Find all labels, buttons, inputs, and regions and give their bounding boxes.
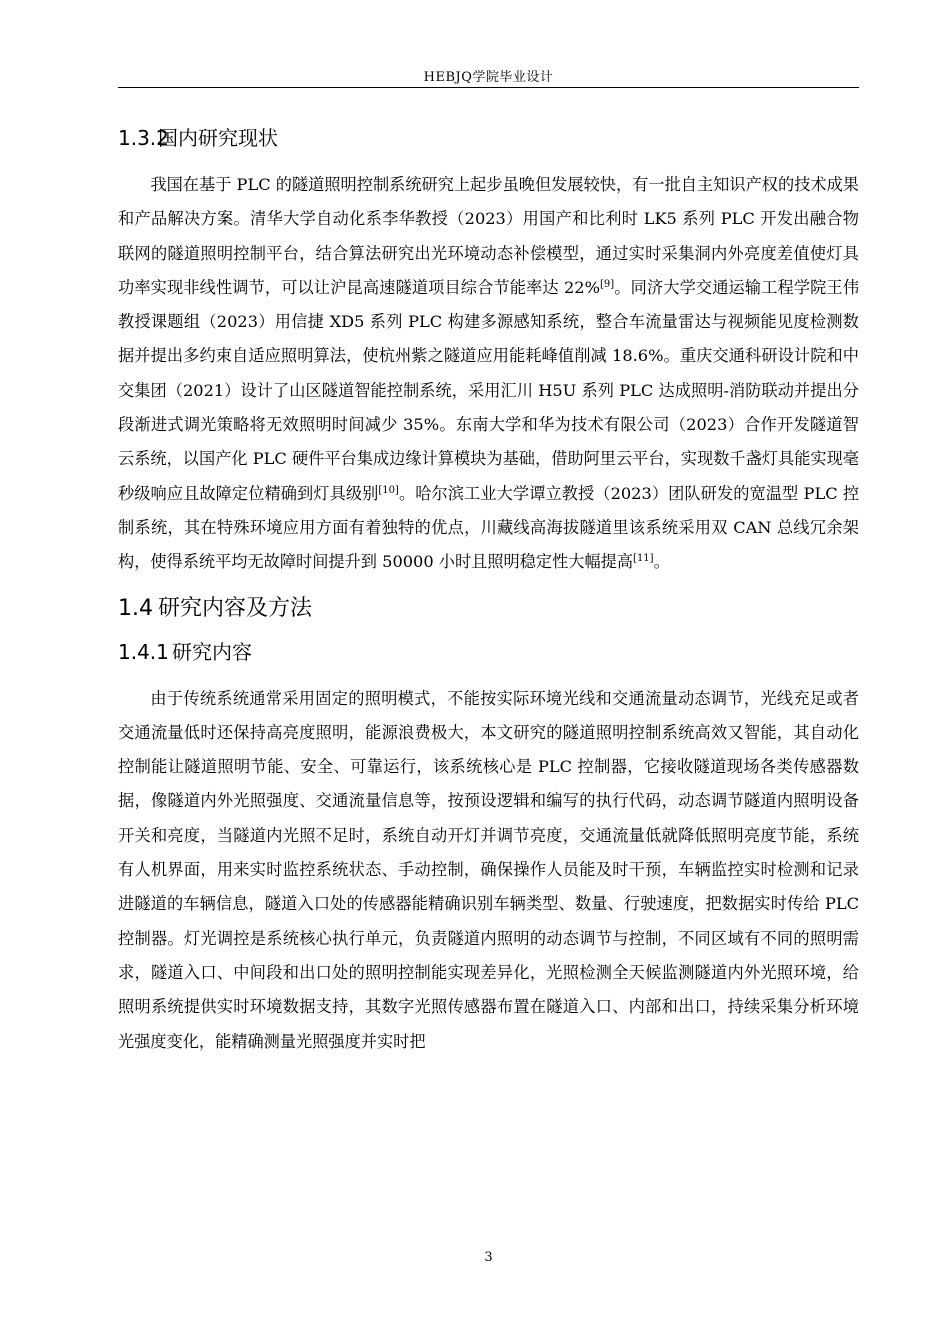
- citation: [11]: [633, 553, 654, 565]
- paragraph-text: 。同济大学交通运输工程学院王伟教授课题组（2023）用信捷 XD5 系列 PLC 构建多源感知系统，整合车流量雷达与视频能见度检测数据并提出多约束自适应照明算法，使杭州紫之隧道应用能耗峰值削减 18.6%。重庆交通科研设计院和中交集团（2021）设计了山区隧道智能控制系统，采用汇川 H5U 系列 PLC 达成照明-消防联动并提出分段渐进式调光策略将无效照明时间减少 35%。东南大学和华为技术有限公司（2023）合作开发隧道智云系统，以国产化 PLC 硬件平台集成边缘计算模块为基础，借助阿里云平台，实现数千盏灯具能实现毫秒级响应且故障定位精确到灯具级别: [118, 277, 860, 503]
- section-number: 1.3.2: [118, 126, 169, 150]
- paragraph-domestic-research: [118, 168, 859, 580]
- citation: [9]: [599, 278, 615, 290]
- paragraph-text: 。哈尔滨工业大学谭立教授（2023）团队研发的宽温型 PLC 控制系统，其在特殊环境应用方面有着独特的优点，川藏线高海拔隧道里该系统采用双 CAN 总线冗余架构，使得系统平均无故障时间提升到 50000 小时且照明稳定性大幅提高: [118, 483, 860, 572]
- page-header: HEBJQ学院毕业设计: [423, 70, 554, 85]
- section-number: 1.4: [118, 595, 153, 621]
- header-rule: [118, 87, 859, 88]
- paragraph-text: 。: [653, 552, 670, 572]
- section-heading-1-3-2: [118, 124, 859, 152]
- section-title: 研究内容及方法: [158, 595, 313, 621]
- section-heading-1-4: [118, 594, 859, 624]
- paragraph-text: 我国在基于 PLC 的隧道照明控制系统研究上起步虽晚但发展较快，有一批自主知识产权的技术成果和产品解决方案。清华大学自动化系李华教授（2023）用国产和比利时 LK5 系列 PLC 开发出融合物联网的隧道照明控制平台，结合算法研究出光环境动态补偿模型，通过实时采集洞内外亮度差值使灯具功率实现非线性调节，可以让沪昆高速隧道项目综合节能率达 22%: [118, 175, 859, 297]
- section-title: 研究内容: [172, 639, 252, 664]
- page-content: [118, 116, 859, 1059]
- citation: [10]: [378, 484, 399, 496]
- paragraph-research-content: 由于传统系统通常采用固定的照明模式，不能按实际环境光线和交通流量动态调节，光线充足或者交通流量低时还保持高亮度照明，能源浪费极大，本文研究的隧道照明控制系统高效又智能，其自动化控制能让隧道照明节能、安全、可靠运行，该系统核心是 PLC 控制器，它接收隧道现场各类传感器数据，像隧道内外光照强度、交通流量信息等，按预设逻辑和编写的执行代码，动态调节隧道内照明设备开关和亮度，当隧道内光照不足时，系统自动开灯并调节亮度，交通流量低就降低照明亮度节能，系统有人机界面，用来实时监控系统状态、手动控制，确保操作人员能及时干预，车辆监控实时检测和记录进隧道的车辆信息，隧道入口处的传感器能精确识别车辆类型、数量、行驶速度，把数据实时传给 PLC 控制器。灯光调控是系统核心执行单元，负责隧道内照明的动态调节与控制，不同区域有不同的照明需求，隧道入口、中间段和出口处的照明控制能实现差异化，光照检测全天候监测隧道内外光照环境，给照明系统提供实时环境数据支持，其数字光照传感器布置在隧道入口、内部和出口，持续采集分析环境光强度变化，能精确测量光照强度并实时把: [118, 688, 859, 1051]
- section-title: 国内研究现状: [158, 126, 278, 150]
- section-number: 1.4.1: [118, 639, 169, 664]
- section-heading-1-4-1: [118, 638, 859, 666]
- page-number: 3: [484, 1250, 493, 1265]
